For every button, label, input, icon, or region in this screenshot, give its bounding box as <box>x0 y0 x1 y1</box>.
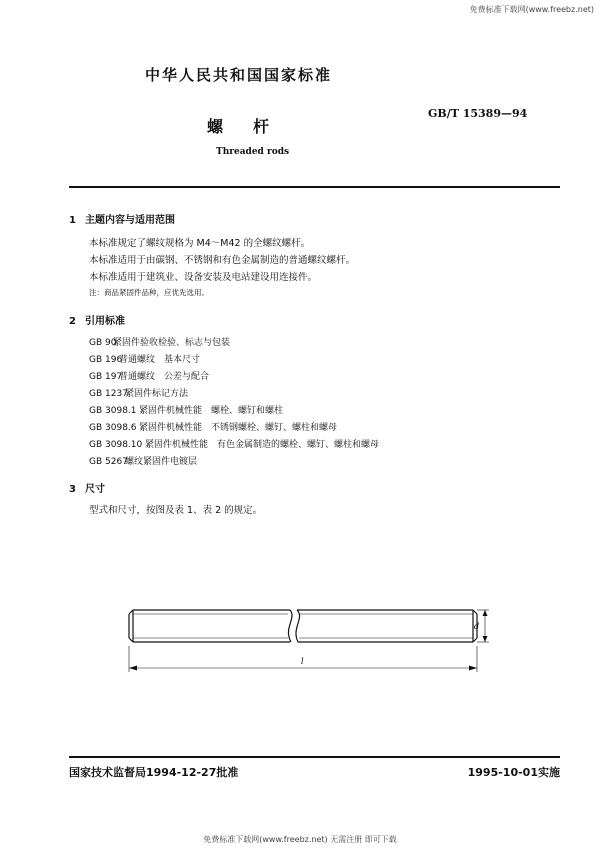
paragraph: 本标准规定了螺纹规格为 M4～M42 的全螺纹螺杆。 <box>89 238 311 249</box>
dimension-label-d: d <box>474 622 480 631</box>
reference-title: 紧固件标记方法 <box>125 389 189 399</box>
section-title: 引用标准 <box>85 316 125 327</box>
reference-code: GB 3098.1 <box>89 406 137 416</box>
reference-code: GB 90 <box>89 338 117 348</box>
section-title: 主题内容与适用范围 <box>85 215 175 226</box>
paragraph: 本标准适用于建筑业、设备安装及电站建设用连接件。 <box>89 272 318 283</box>
dimension-label-l: l <box>301 657 304 666</box>
watermark-top: 免费标准下载网(www.freebz.net) <box>469 5 594 14</box>
reference-item <box>89 454 197 467</box>
section-3-heading <box>69 480 105 495</box>
section-2-heading <box>69 312 125 327</box>
reference-code: GB 197 <box>89 372 123 382</box>
document-title-english: Threaded rods <box>216 147 290 157</box>
reference-title: 紧固件机械性能 有色金属制造的螺栓、螺钉、螺柱和螺母 <box>145 440 380 450</box>
effective-date: 1995-10-01实施 <box>467 766 560 779</box>
reference-code: GB 196 <box>89 355 123 365</box>
reference-code: GB 1237 <box>89 389 128 399</box>
reference-item <box>89 369 209 382</box>
section-number: 3 <box>69 484 76 495</box>
reference-title: 紧固件验收检验、标志与包装 <box>113 338 231 348</box>
threaded-rod-drawing <box>125 598 490 678</box>
section-1-heading <box>69 211 175 226</box>
note: 注：商品紧固件品种，应优先选用。 <box>89 288 209 297</box>
reference-code: GB 5267 <box>89 457 128 467</box>
section-number: 2 <box>69 316 76 327</box>
document-title: 螺杆 <box>207 117 300 136</box>
standard-number: GB/T 15389—94 <box>428 107 528 120</box>
watermark-bottom: 免费标准下载网(www.freebz.net) 无需注册 即可下载 <box>203 835 397 844</box>
reference-item <box>89 437 379 450</box>
reference-title: 紧固件机械性能 不锈钢螺栓、螺钉、螺柱和螺母 <box>139 423 338 433</box>
section-number: 1 <box>69 215 76 226</box>
reference-item <box>89 386 188 399</box>
reference-title: 普通螺纹 公差与配合 <box>119 372 210 382</box>
reference-title: 普通螺纹 基本尺寸 <box>119 355 201 365</box>
reference-item <box>89 352 200 365</box>
reference-item <box>89 420 337 433</box>
reference-title: 紧固件机械性能 螺栓、螺钉和螺柱 <box>139 406 284 416</box>
footer-rule <box>69 756 560 758</box>
paragraph: 型式和尺寸，按图及表 1、表 2 的规定。 <box>89 505 263 516</box>
reference-code: GB 3098.10 <box>89 440 143 450</box>
reference-code: GB 3098.6 <box>89 423 137 433</box>
approval-date: 国家技术监督局1994-12-27批准 <box>69 766 239 779</box>
reference-item <box>89 335 230 348</box>
header-rule <box>69 186 560 188</box>
reference-title: 螺纹紧固件电镀层 <box>125 457 198 467</box>
section-title: 尺寸 <box>85 484 105 495</box>
reference-item <box>89 403 283 416</box>
paragraph: 本标准适用于由碳钢、不锈钢和有色金属制造的普通螺纹螺杆。 <box>89 255 356 266</box>
national-standard-title: 中华人民共和国国家标准 <box>145 66 333 84</box>
